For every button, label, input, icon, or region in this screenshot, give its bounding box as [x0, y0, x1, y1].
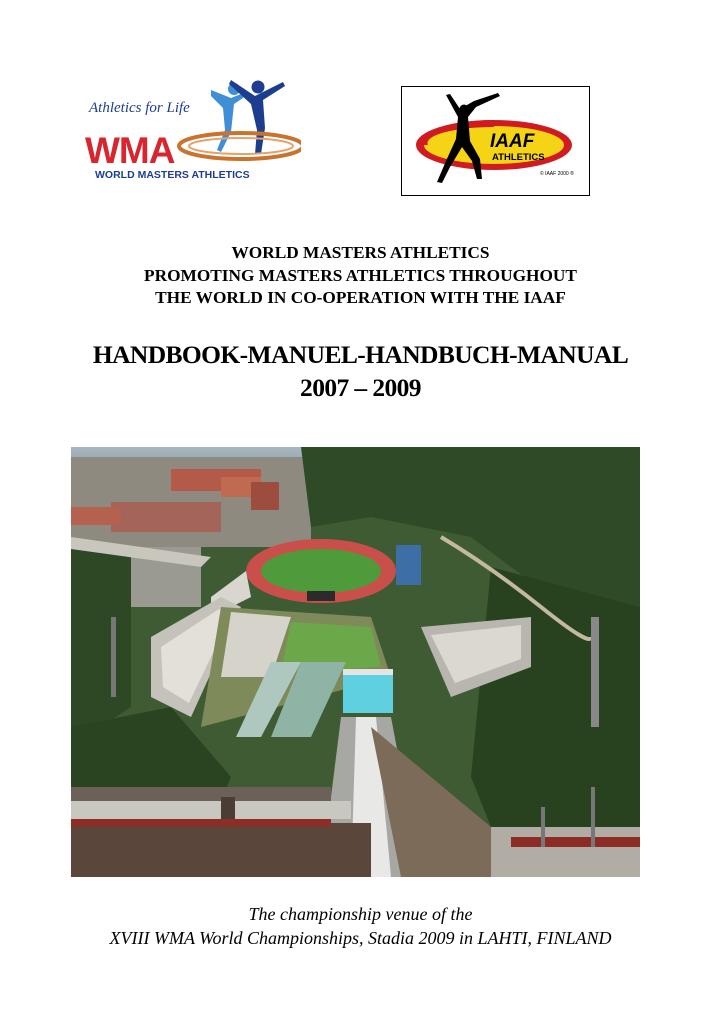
wma-tagline: Athletics for Life	[89, 100, 190, 116]
caption-line-1: The championship venue of the	[248, 904, 473, 924]
iaaf-sub: ATHLETICS	[492, 152, 545, 163]
photo-caption	[0, 902, 721, 950]
wma-logo	[71, 74, 301, 196]
wma-logo-graphic	[71, 74, 301, 196]
wma-wordmark: WMA	[85, 130, 175, 171]
handbook-title	[0, 338, 721, 404]
title-line-2: 2007 – 2009	[300, 373, 421, 402]
wma-figures-icon	[211, 80, 285, 154]
caption-line-2: XVIII WMA World Championships, Stadia 2009 in LAHTI, FINLAND	[109, 928, 612, 948]
wma-name: WORLD MASTERS ATHLETICS	[95, 169, 250, 181]
org-line-3: THE WORLD IN CO-OPERATION WITH THE IAAF	[155, 288, 566, 307]
iaaf-logo	[401, 86, 590, 196]
iaaf-wordmark: IAAF	[490, 131, 535, 152]
aerial-stadium-ski-jump-icon	[71, 447, 640, 877]
iaaf-logo-graphic	[402, 87, 588, 194]
title-line-1: HANDBOOK-MANUEL-HANDBUCH-MANUAL	[92, 340, 629, 369]
iaaf-copyright: © IAAF 2000 ®	[540, 171, 574, 177]
wma-track-icon	[179, 133, 301, 159]
org-header	[0, 242, 721, 310]
org-line-2: PROMOTING MASTERS ATHLETICS THROUGHOUT	[144, 265, 577, 285]
venue-photo	[71, 447, 640, 877]
org-line-1: WORLD MASTERS ATHLETICS	[231, 243, 490, 262]
